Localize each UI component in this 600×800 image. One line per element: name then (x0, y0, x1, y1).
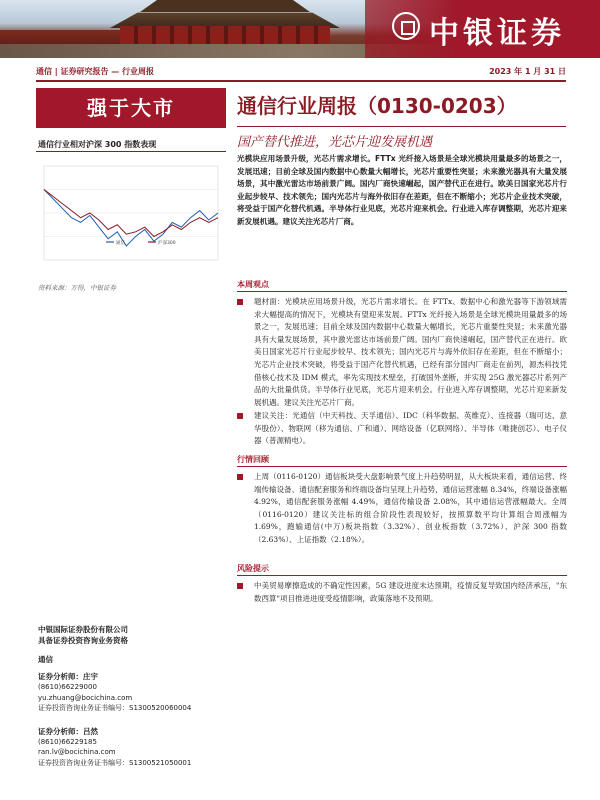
sector-label: 通信 (38, 655, 53, 664)
report-meta (36, 64, 566, 80)
page-subtitle: 国产替代推进，光芯片迎发展机遇 (237, 135, 433, 150)
chart-source: 资料来源：万得，中银证券 (38, 284, 116, 292)
analyst-name: 证券分析师：吕然 (38, 726, 98, 736)
analyst-phone: (8610)66229185 (38, 737, 97, 746)
analyst-cert: 证券投资咨询业务证书编号：S1300521050001 (38, 758, 192, 767)
brand-logo (365, 0, 600, 58)
brand-name: 中银证券 (429, 16, 565, 51)
rating-badge: 强于大市 (36, 88, 226, 128)
header-banner (0, 0, 600, 58)
boc-logo-icon (392, 12, 420, 40)
analyst-email[interactable]: ran.lv@bocichina.com (38, 748, 116, 756)
section-divider (237, 291, 567, 292)
header-divider (36, 80, 566, 82)
report-date: 2023 年 1 月 31 日 (489, 67, 566, 76)
analyst-phone: (8610)66229000 (38, 683, 97, 691)
company-name: 中银国际证券股份有限公司 (38, 625, 128, 634)
section-heading-review: 行情回顾 (237, 455, 269, 464)
summary-paragraph: 光模块应用场景升级，光芯片需求增长。FTTx 光纤接入场景是全球光模块用量最多的场景之一，发展迅速；目前全球及国内数据中心数量大幅增长，光芯片重要性突显；未来激光器具有大量发展场景，其中激光雷达市场前景广阔。国内厂商快速崛起，国产替代正在进行。欧美日国家光芯片行业起步较早、技术领先；国内光芯片与海外依旧存在差距，但在不断缩小；光芯片企业技术突破，将受益于国产化替代机遇。半导体行业见底，光芯片迎来机会。行业进入库存调整期，光芯片迎来新发展机遇。建议关注光芯片厂商。 (237, 154, 567, 226)
section-divider (237, 466, 567, 467)
page-title: 通信行业周报（0130-0203） (237, 94, 517, 118)
section-heading-views: 本周观点 (237, 280, 269, 289)
analyst-cert: 证券投资咨询业务证书编号：S1300520060004 (38, 704, 192, 712)
list-item (237, 410, 567, 448)
legend-label: 沪深300 (158, 241, 176, 246)
bullet-icon (237, 583, 243, 589)
bullet-text: 建议关注：光通信（中天科技、天孚通信）、IDC（科华数据、英维克）、连接器（瑞可达、意华股份）、物联网（移为通信、广和通）、网络设备（亿联网络）、半导体（唯捷创芯）、电子仪器（普源精电）。 (254, 411, 567, 446)
section-heading-risks: 风险提示 (237, 564, 269, 573)
report-category: 通信 | 证券研究报告 — 行业周报 (36, 67, 155, 76)
bullet-icon (237, 299, 243, 305)
company-license: 具备证券投资咨询业务资格 (38, 636, 128, 645)
sidebar-info (38, 624, 226, 768)
performance-chart (36, 156, 226, 272)
analyst-email[interactable]: yu.zhuang@bocichina.com (38, 693, 133, 702)
section-divider (237, 575, 567, 576)
bullet-text: 上周（0116-0120）通信板块受大盘影响景气度上升趋势明显，从大板块来看，通信运营、终端传输设备、通信配套服务和终端设备均呈现上升趋势，通信运营涨幅 8.34%，终端设备涨幅 4.92%，通信配套服务涨幅 4.49%，通信传输设备 2.08%，其中通信运营涨幅最大。全周（0116-0120）建议关注标的组合阶段性表现较好，按照算数平均计算组合周涨幅为 1.69%，跑输通信(中万)板块指数（3.32%）、创业板指数（3.72%）、沪深 300 指数（2.63%）、上证指数（2.18%）。 (254, 472, 567, 544)
chart-divider (36, 151, 226, 152)
banner-roof-upper (140, 0, 310, 12)
legend-label: 通信 (116, 241, 125, 246)
bullet-icon (237, 413, 243, 419)
series-line-0 (44, 190, 218, 246)
bullet-text: 题材面：光模块应用场景升级，光芯片需求增长。在 FTTx、数据中心和激光器等下游领域需求大幅提高的情况下，光模块有望迎来发展。FTTx 光纤接入场景是全球光模块用量最多的场景之一，发展迅速；目前全球及国内数据中心数量大幅增长，光芯片重要性突显；未来激光器具有大量发展场景，其中激光雷达市场前景广阔。国内厂商快速崛起，国产替代正在进行。欧美日国家光芯片行业起步较早、技术领先；国内光芯片与海外依旧存在差距，但在不断缩小；光芯片企业技术突破，将受益于国产化替代机遇，已经有部分国内厂商走在前列，源杰科技凭借核心技术及 IDM 模式，率先实现技术壁垒，打破国外垄断，并实现 25G 激光器芯片系列产品的大批量供货。半导体行业见底，光芯片迎来机会。行业进入库存调整期，光芯片迎来新发展机遇。建议关注光芯片厂商。 (254, 297, 567, 407)
analyst-name: 证券分析师：庄宇 (38, 672, 98, 681)
list-item (237, 296, 567, 409)
list-item (237, 471, 567, 547)
list-item (237, 580, 567, 605)
bullet-icon (237, 474, 243, 480)
title-divider (237, 126, 566, 127)
bullet-text: 中美贸易摩擦造成的不确定性因素，5G 建设进度未达预期，疫情反复导致国内经济承压，"东数西算"项目推进进度受疫情影响，政策落地不及预期。 (254, 581, 567, 603)
chart-title: 通信行业相对沪深 300 指数表现 (38, 140, 157, 149)
